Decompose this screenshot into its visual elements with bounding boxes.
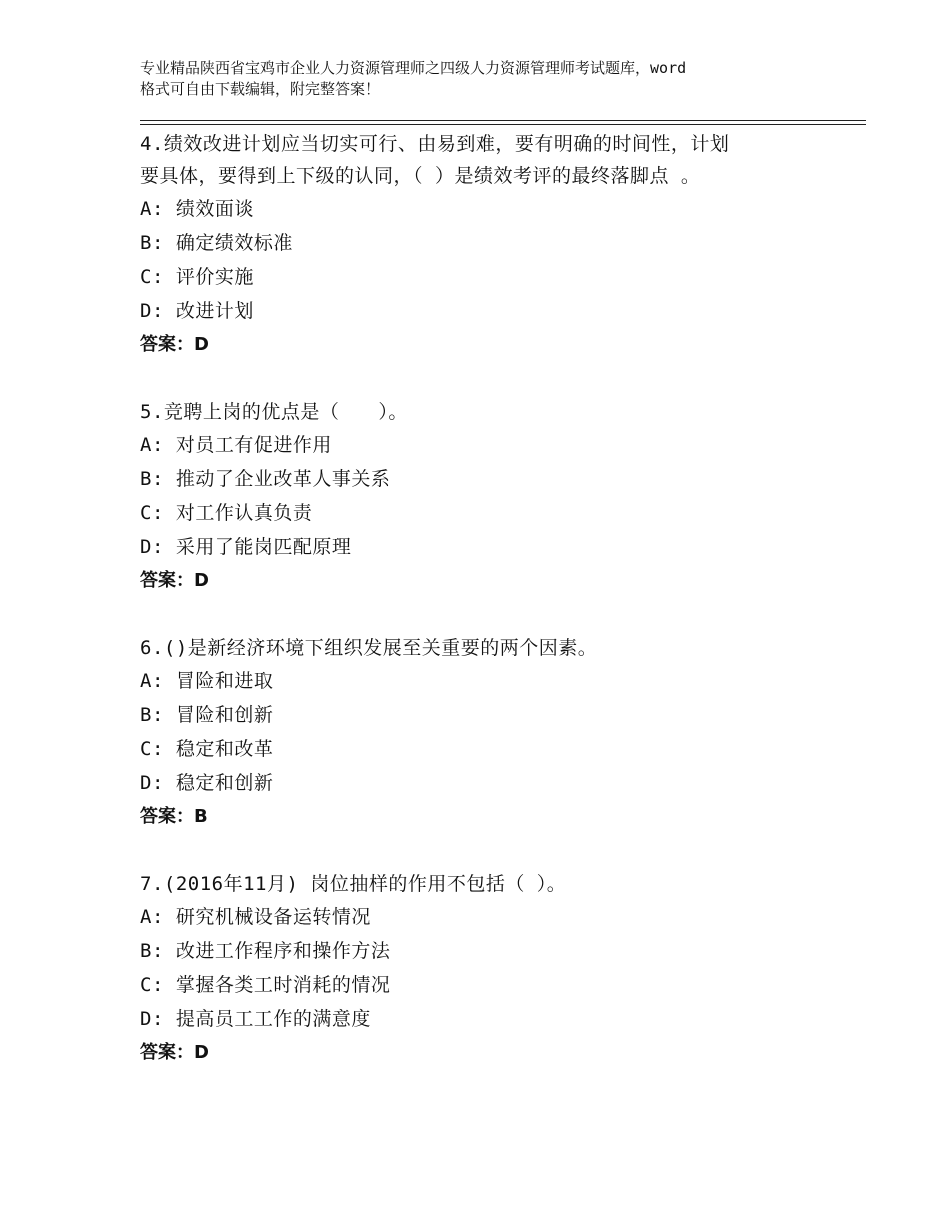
question-stem: 要具体，要得到上下级的认同，（ ）是绩效考评的最终落脚点 。	[140, 165, 701, 187]
option-d: D: 采用了能岗匹配原理	[140, 536, 352, 558]
question-stem: 5.竞聘上岗的优点是（ ）。	[140, 401, 408, 423]
option-b: B: 推动了企业改革人事关系	[140, 468, 391, 490]
question-7	[140, 868, 840, 1070]
option-a: A: 对员工有促进作用	[140, 434, 332, 456]
option-a: A: 研究机械设备运转情况	[140, 906, 371, 928]
question-stem: 6.()是新经济环境下组织发展至关重要的两个因素。	[140, 637, 598, 659]
header-line-2: 格式可自由下载编辑，附完整答案！	[140, 80, 381, 98]
document-header	[140, 58, 840, 100]
answer-label: 答案：D	[140, 334, 209, 355]
option-c: C: 掌握各类工时消耗的情况	[140, 974, 391, 996]
question-stem: 4.绩效改进计划应当切实可行、由易到难，要有明确的时间性，计划	[140, 133, 730, 155]
answer-label: 答案：D	[140, 570, 209, 591]
header-line-1: 专业精品陕西省宝鸡市企业人力资源管理师之四级人力资源管理师考试题库，word	[140, 59, 687, 77]
answer-label: 答案：B	[140, 806, 208, 827]
question-6	[140, 632, 840, 834]
option-a: A: 冒险和进取	[140, 670, 274, 692]
option-c: C: 评价实施	[140, 266, 254, 288]
question-list	[140, 128, 840, 1104]
option-d: D: 稳定和创新	[140, 772, 274, 794]
option-d: D: 提高员工工作的满意度	[140, 1008, 371, 1030]
option-c: C: 稳定和改革	[140, 738, 274, 760]
option-d: D: 改进计划	[140, 300, 254, 322]
option-b: B: 改进工作程序和操作方法	[140, 940, 391, 962]
question-5	[140, 396, 840, 598]
question-4	[140, 128, 840, 362]
answer-label: 答案：D	[140, 1042, 209, 1063]
option-b: B: 确定绩效标准	[140, 232, 293, 254]
option-c: C: 对工作认真负责	[140, 502, 313, 524]
option-a: A: 绩效面谈	[140, 198, 254, 220]
header-divider	[140, 120, 866, 125]
question-stem: 7.(2016年11月) 岗位抽样的作用不包括（ ）。	[140, 873, 567, 895]
option-b: B: 冒险和创新	[140, 704, 274, 726]
